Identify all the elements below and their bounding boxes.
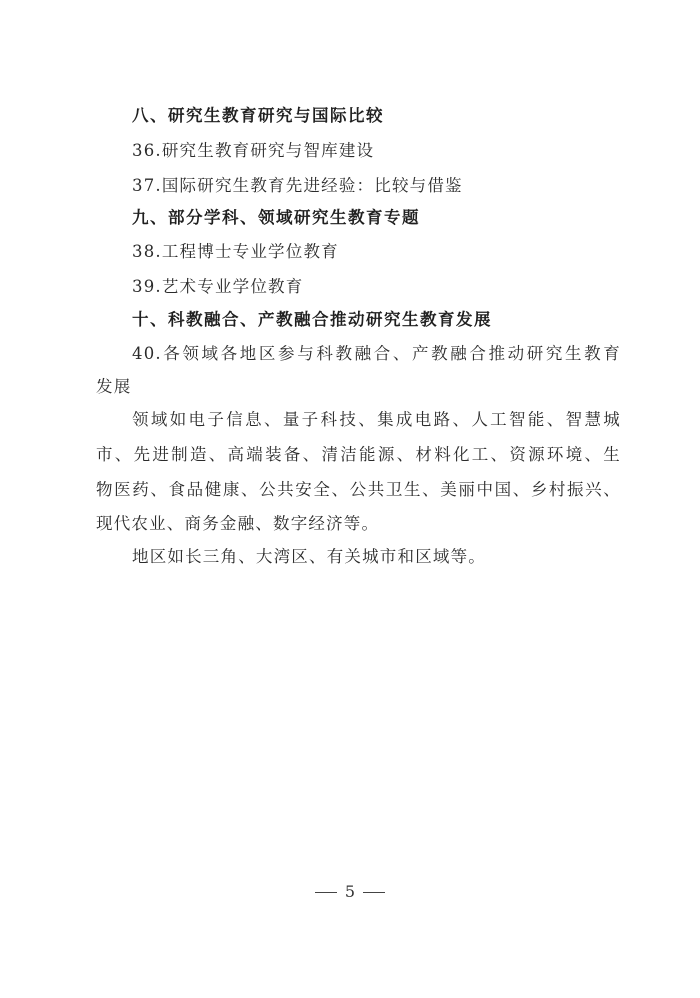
- section-heading-10: 十、科教融合、产教融合推动研究生教育发展: [132, 310, 492, 329]
- list-item-37: 37.国际研究生教育先进经验：比较与借鉴: [132, 176, 463, 195]
- right-dash: [363, 892, 385, 893]
- list-item-40-line2: 发展: [96, 377, 132, 396]
- fields-paragraph-line4: 现代农业、商务金融、数字经济等。: [96, 514, 380, 533]
- left-dash: [315, 892, 337, 893]
- section-heading-9: 九、部分学科、领域研究生教育专题: [132, 208, 420, 227]
- section-heading-8: 八、研究生教育研究与国际比较: [132, 106, 384, 125]
- list-item-38: 38.工程博士专业学位教育: [132, 242, 339, 261]
- list-item-40-line1: 40.各领域各地区参与科教融合、产教融合推动研究生教育: [132, 344, 621, 363]
- regions-paragraph: 地区如长三角、大湾区、有关城市和区域等。: [132, 547, 486, 566]
- list-item-39: 39.艺术专业学位教育: [132, 277, 304, 296]
- page-number-value: 5: [344, 882, 356, 901]
- fields-paragraph-line3: 物医药、食品健康、公共安全、公共卫生、美丽中国、乡村振兴、: [96, 480, 621, 499]
- list-item-36: 36.研究生教育研究与智库建设: [132, 141, 375, 160]
- fields-paragraph-line1: 领域如电子信息、量子科技、集成电路、人工智能、智慧城: [132, 410, 621, 429]
- page-number: [0, 882, 700, 901]
- fields-paragraph-line2: 市、先进制造、高端装备、清洁能源、材料化工、资源环境、生: [96, 445, 621, 464]
